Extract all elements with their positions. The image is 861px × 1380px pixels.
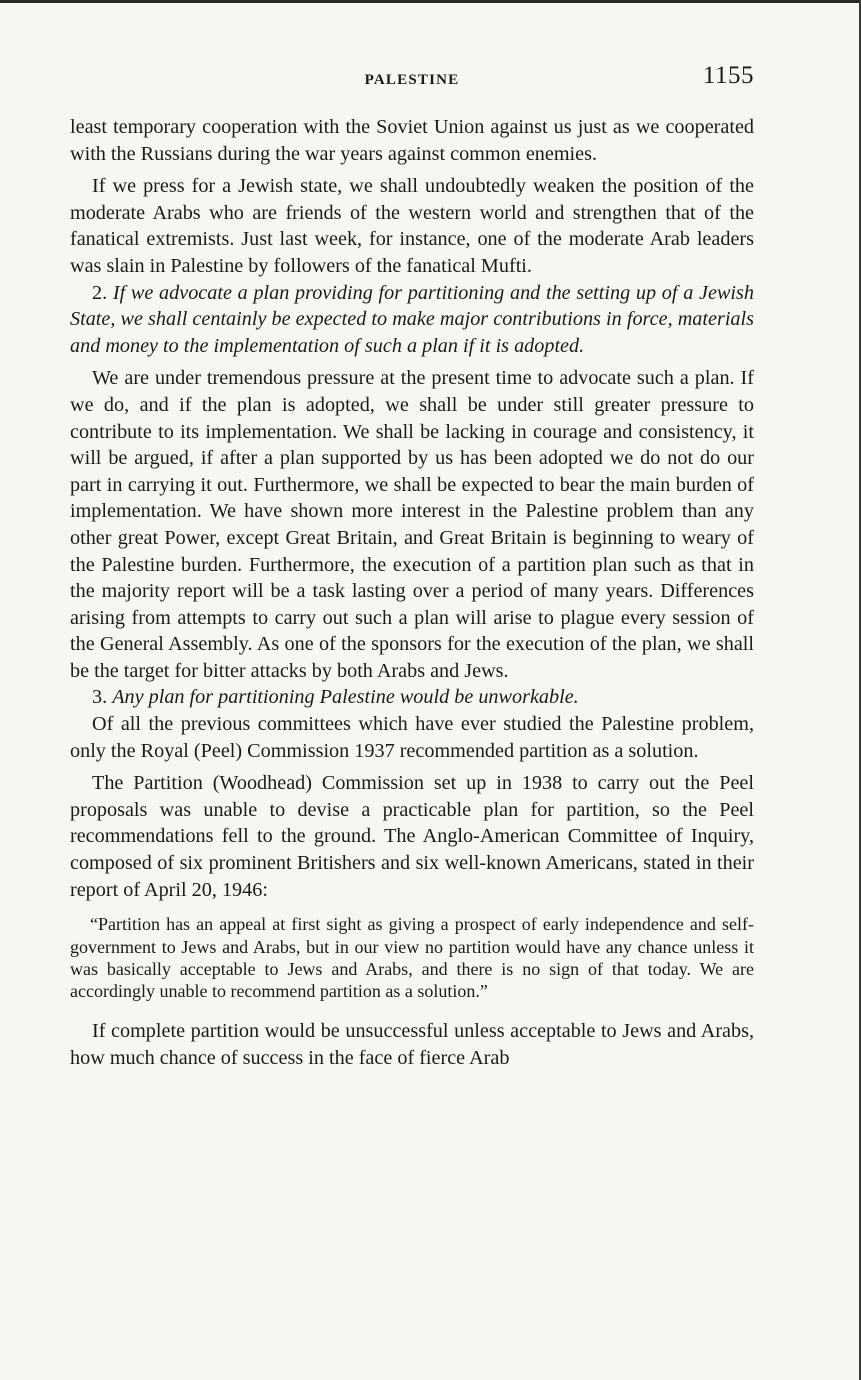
- point-2-heading: If we advocate a plan providing for partitioning and the setting up of a Jewish State, we shall centainly be expected to make major contributions in force, materials and money to the implementation of such a plan if it is adopted.: [70, 281, 754, 357]
- page-number: 1155: [702, 62, 754, 89]
- point-2: [70, 280, 754, 360]
- block-quote: “Partition has an appeal at first sight as giving a prospect of early independence and self-government to Jews and Arabs, but in our view no partition would have any chance unless it was basically acceptable to Jews and Arabs, and there is no sign of that today. We are accordingly unable to recommend partition as a solution.”: [70, 914, 754, 1002]
- paragraph-jewish-state: If we press for a Jewish state, we shall undoubtedly weaken the position of the moderate Arabs who are friends of the western world and strengthen that of the fanatical extremists. Just last week, for instance, one of the moderate Arab leaders was slain in Palestine by followers of the fanatical Mufti.: [70, 175, 754, 277]
- running-title: PALESTINE: [364, 72, 460, 88]
- paragraph-continuation: least temporary cooperation with the Soviet Union against us just as we cooperated with the Russians during the war years against common enemies.: [70, 116, 754, 165]
- paragraph-committees: Of all the previous committees which have ever studied the Palestine problem, only the Royal (Peel) Commission 1937 recommended partition as a solution.: [70, 713, 754, 762]
- body-text: [70, 114, 754, 1072]
- paragraph-complete-partition: If complete partition would be unsuccessful unless acceptable to Jews and Arabs, how much chance of success in the face of fierce Arab: [70, 1020, 754, 1069]
- paragraph-woodhead: The Partition (Woodhead) Commission set up in 1938 to carry out the Peel proposals was unable to devise a practicable plan for partition, so the Peel recommendations fell to the ground. The Anglo-American Committee of Inquiry, composed of six prominent Britishers and six well-known Americans, stated in their report of April 20, 1946:: [70, 772, 754, 901]
- point-2-number: 2.: [92, 281, 108, 304]
- paragraph-pressure: We are under tremendous pressure at the present time to advocate such a plan. If we do, and if the plan is adopted, we shall be under still greater pressure to contribute to its implementation. We shall be lacking in courage and consistency, it will be argued, if after a plan supported by us has been adopted we do not do our part in carrying it out. Furthermore, we shall be expected to bear the main burden of implementation. We have shown more interest in the Palestine problem than any other great Power, except Great Britain, and Great Britain is beginning to weary of the Palestine burden. Furthermore, the execution of a partition plan such as that in the majority report will be a task lasting over a period of many years. Differences arising from attempts to carry out such a plan will arise to plague every session of the General Assembly. As one of the sponsors for the execution of the plan, we shall be the target for bitter attacks by both Arabs and Jews.: [70, 367, 754, 682]
- point-3-number: 3.: [92, 686, 108, 709]
- point-3-heading: Any plan for partitioning Palestine would be unworkable.: [112, 686, 579, 709]
- point-3: [70, 684, 754, 711]
- running-head: [70, 62, 754, 94]
- page-top-edge: [0, 0, 861, 3]
